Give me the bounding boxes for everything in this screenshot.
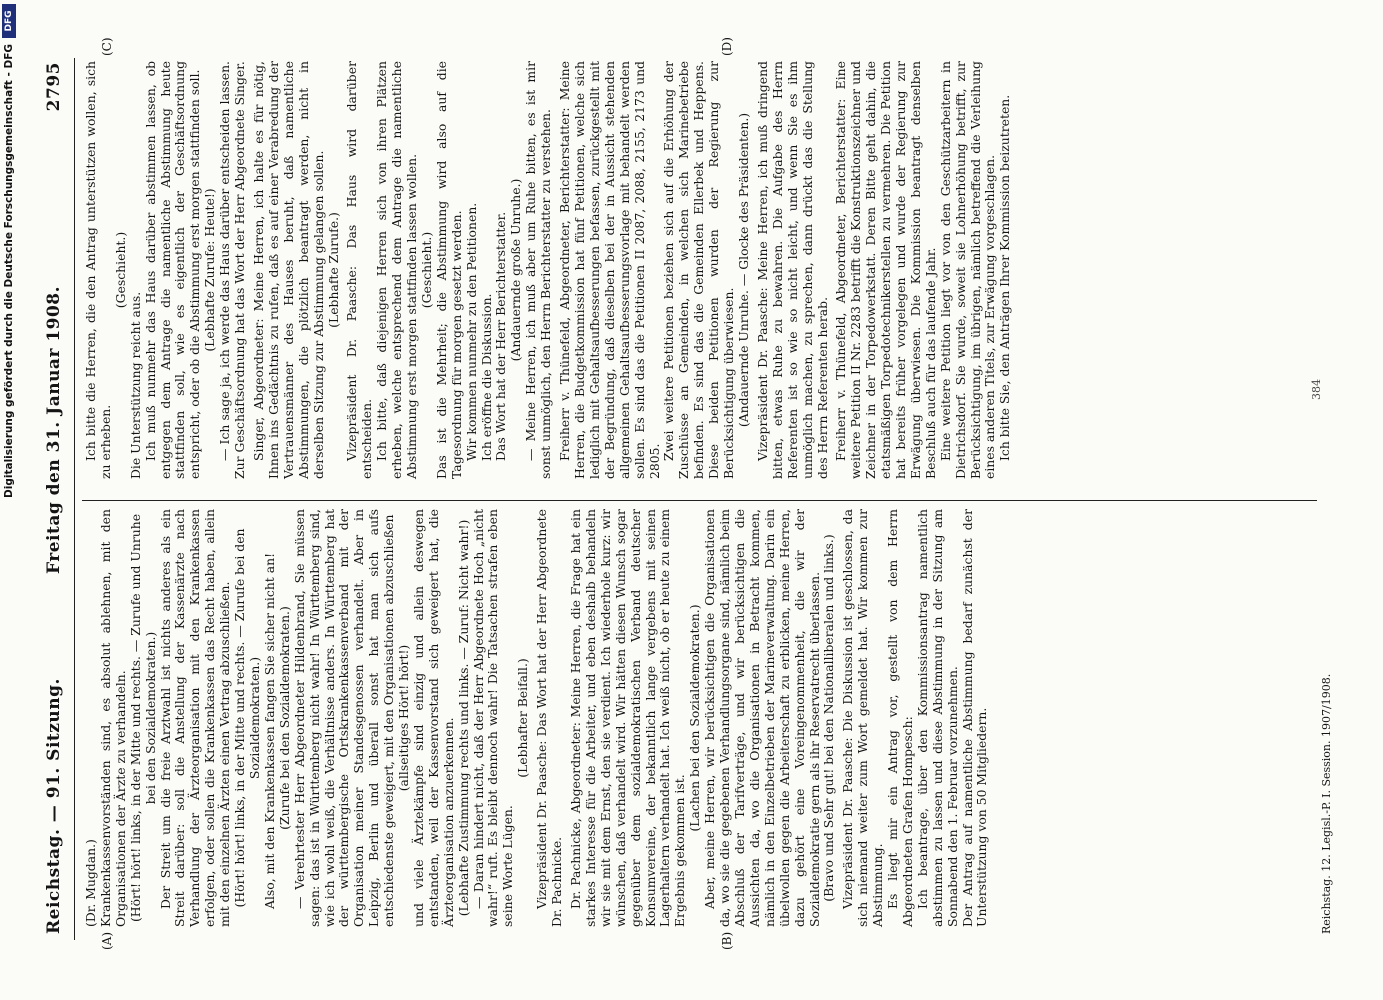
digitization-banner [0,0,18,1000]
speaker-paragraph: Vizepräsident Dr. Paasche: Das Wort hat der Herr Abgeordnete Dr. Pachnicke. [534,509,565,927]
paragraph: — Verehrtester Herr Abgeordneter Hildenbrand, Sie müssen sagen: das ist in Württemberg nicht wahr! In Württemberg sind, wie ich wohl weiß, die Verhältnisse anders. In Württemberg hat der württembergische Ortskrankenkassenverband mit der Organisation meiner Standesgenossen verhandelt. Aber in Leipzig, Berlin und überall sonst hat man sich aufs entschiedenste geweigert, mit den Organisationen abzuschließen [291,509,397,927]
header-left: Reichstag. — 91. Sitzung. [44,678,64,934]
interjection: (Andauernde große Unruhe.) [508,178,524,362]
paragraph: Der Streit um die freie Arztwahl ist nichts anderes als ein Streit darüber: soll die Anstellung der Kassenärzte nach Verhandlung der Ärzteorganisation mit den Krankenkassen erfolgen, oder sollen die Krankenkassen das Recht haben, allein mit den einzelnen Ärzten einen Vertrag abzuschließen. [157,509,233,927]
paragraph: Ich eröffne die Diskussion. [478,293,494,461]
speaker-paragraph: Dr. Pachnicke, Abgeordneter: Meine Herren, die Frage hat ein starkes Interesse für die Arbeiter, und eben deshalb behandeln wir sie mit dem Ernst, den sie verdient. Ich wiederhole kurz: wir wünschen, daß verhandelt wird. Wir hätten diesen Wunsch sogar gegenüber dem sozialdemokratischen Verband deutscher Konsumvereine, der bekanntlich lange vergebens mit seinen Lagerhaltern verhandelt hat. Ich weiß nicht, ob er heute zu einem Ergebnis gekommen ist. [568,509,688,927]
left-column [84,509,990,927]
paragraph: Krankenkassenvorständen sind, es absolut ablehnen, mit den Organisationen der Ärzte zu verhandeln. [97,509,128,927]
paragraph: — Meine Herren, ich muß aber um Ruhe bitten, es ist mir sonst unmöglich, den Herrn Berichterstatter zu verstehen. [523,61,554,479]
interjection: (Lebhafte Zurufe.) [325,212,341,328]
interjection: (Geschieht.) [418,231,434,309]
interjection: (Lebhafte Zurufe: Heute!) [202,188,218,352]
digitization-note: Digitalisierung gefördert durch die Deutsche Forschungsgemeinschaft - DFG [3,44,15,498]
paragraph: Ich muß nunmehr das Haus darüber abstimmen lassen, ob entgegen dem Antrage die namentliche Abstimmung heute stattfinden soll, wie es eigentlich der Geschäftsordnung entspricht, oder ob die Abstimmung erst morgen stattfinden soll. [142,61,203,479]
interjection: (Geschieht.) [112,231,128,309]
paragraph: Der Antrag auf namentliche Abstimmung bedarf zunächst der Unterstützung von 50 Mitgliedern. [959,509,990,927]
interjection: (Andauernde Unruhe. — Glocke des Präsidenten.) [735,112,751,428]
paragraph: Also, mit den Krankenkassen fangen Sie sicher nicht an! [261,552,277,909]
interjection: (Lebhafte Zustimmung rechts und links. — Zuruf: Nicht wahr!) [455,519,471,917]
interjection: (Lebhafter Beifall.) [515,658,531,778]
paragraph: Wir kommen nunmehr zu den Petitionen. [463,202,479,461]
speaker-paragraph: Freiherr v. Thünefeld, Abgeordneter, Berichterstatter: Eine weitere Petition II Nr. 2283 betrifft die Konstruktionszeichner und Zeichner in der Torpedowerkstatt. Deren Bitte geht dahin, die etatsmäßigen Torpedotechnikerstellen zu vermehren. Die Petition hat bereits früher vorgelegen und wurde der Regierung zur Erwägung überwiesen. Die Kommission beantragt denselben Beschluß auch für das laufende Jahr. [833,61,938,479]
motion-text: Ich beantrage, über den Kommissionsantrag namentlich abstimmen zu lassen und diese Abstimmung in der Sitzung am Sonnabend den 1. Februar vorzunehmen. [914,509,960,927]
margin-marker-d: (D) [720,37,734,56]
speaker-paragraph: Singer, Abgeordneter: Meine Herren, ich halte es für nötig, Ihnen ins Gedächtnis zu rufen, daß es auf einer Verabredung der Vertrauensmänner des Hauses beruht, daß namentliche Abstimmungen, die plötzlich beantragt werden, nicht in derselben Sitzung zur Abstimmung gelangen sollen. [250,61,326,479]
paragraph: Aber, meine Herren, wir berücksichtigen die Organisationen da, wo sie die gegebenen Verhandlungsorgane sind, nämlich beim Abschluß der Tarifverträge, und wir berücksichtigen die Aussichten da, wo die Organisationen in Betracht kommen, nämlich in den Einzelbetrieben der Marineverwaltung. Darin ein übelwollen gegen die Arbeiterschaft zu erblicken, meine Herren, dazu gehört eine Voreingenommenheit, die wir der Sozialdemokratie gern als ihr Reservatrecht überlassen. [702,509,822,927]
speaker-paragraph: Freiherr v. Thünefeld, Abgeordneter, Berichterstatter: Meine Herren, die Budgetkommission hat fünf Petitionen, welche sich lediglich mit Gehaltsaufbesserungen befassen, zurückgestellt mit der Begründung, daß dieselben bei der in Aussicht stehenden allgemeinen Gehaltsaufbesserungsvorlage mit behandelt werden sollen. Es sind das die Petitionen II 2087, 2088, 2155, 2173 und 2805. [557,61,662,479]
speaker-running-head: (Dr. Mugdan.) [83,839,98,927]
paragraph: Ich bitte, daß diejenigen Herren sich von ihren Plätzen erheben, welche entsprechend dem Antrage die namentliche Abstimmung erst morgen stattfinden lassen wollen. [374,61,420,479]
page-sequence-number: 384 [1310,379,1323,400]
interjection: (Zurufe bei den Sozialdemokraten.) [276,606,292,830]
dfg-logo: DFG [2,4,16,38]
speaker-paragraph: Vizepräsident Dr. Paasche: Das Haus wird darüber entscheiden. [344,61,375,479]
page-header [40,62,70,934]
header-rule [74,58,75,940]
page-number: 2795 [44,62,64,112]
paragraph: — Daran hindert nicht, daß der Herr Abgeordnete Hoch „nicht wahr!“ ruft. Es bleibt dennoch wahr! Die Tatsachen strafen eben seine Worte Lügen. [470,509,516,927]
paragraph: Ich bitte die Herren, die den Antrag unterstützen wollen, sich zu erheben. [83,61,113,479]
column-divider [82,500,1317,501]
paragraph: Das Wort hat der Herr Berichterstatter. [493,211,509,461]
paragraph: Die Unterstützung reicht aus. [127,291,143,479]
paragraph: und viele Ärztekämpfe sind einzig und allein deswegen entstanden, weil der Kassenvorstand sich geweigert hat, die Ärzteorganisation anzuerkennen. [410,509,456,927]
interjection: (Hört! hört! links, in der Mitte und rechts. — Zurufe bei den Sozialdemokraten.) [232,528,262,908]
paragraph: Zwei weitere Petitionen beziehen sich auf die Erhöhung der Zuschüsse an Gemeinden, in welchen sich Marinebetriebe befinden. Es sind das die Gemeinden Ellerbek und Heppens. Diese beiden Petitionen wurden der Regierung zur Berücksichtigung überwiesen. [661,61,737,479]
interjection: (Bravo und Sehr gut! bei den Nationalliberalen und links.) [821,534,837,902]
margin-marker-c: (C) [100,37,114,56]
header-date: Freitag den 31. Januar 1908. [44,285,64,574]
paragraph: — Ich sage ja, ich werde das Haus darüber entscheiden lassen. Zur Geschäftsordnung hat das Wort der Herr Abgeordnete Singer. [217,61,248,479]
paragraph: Ich bitte Sie, den Anträgen Ihrer Kommission beizutreten. [997,94,1013,461]
margin-marker-b: (B) [720,931,734,950]
right-column [84,61,1013,479]
interjection: (Lachen bei den Sozialdemokraten.) [687,604,703,832]
paragraph: Das ist die Mehrheit; die Abstimmung wird also auf die Tagesordnung für morgen gesetzt werden. [433,61,464,479]
interjection: (allseitiges Hört! hört!) [396,644,412,792]
paragraph: Es liegt mir ein Antrag vor, gestellt von dem Herrn Abgeordneten Grafen Hompesch: [885,509,915,927]
speaker-paragraph: Vizepräsident Dr. Paasche: Meine Herren, ich muß dringend bitten, etwas Ruhe zu bewahren. Die Aufgabe des Herrn Referenten ist so wie so nicht leicht, und wenn Sie es ihm unmöglich machen, zu sprechen, dann drückt das die Stellung des Herrn Referenten herab. [754,61,830,479]
interjection: (Hört! hört! links, in der Mitte und rechts. — Zurufe und Unruhe bei den Sozialdemokraten.) [127,513,158,923]
paragraph: Eine weitere Petition liegt vor von den Geschützarbeitern in Dietrichsdorf. Sie wurde, soweit sie Lohnerhöhung betrifft, zur Berücksichtigung, im übrigen, nämlich betreffend die Verleihung eines anderen Titels, zur Erwägung vorgeschlagen. [937,61,998,479]
session-footer: Reichstag. 12. Legisl.-P. I. Session. 1907/1908. [1320,673,1333,934]
margin-marker-a: (A) [100,931,114,950]
speaker-paragraph: Vizepräsident Dr. Paasche: Die Diskussion ist geschlossen, da sich niemand weiter zum Wort gemeldet hat. Wir kommen zur Abstimmung. [840,509,886,927]
